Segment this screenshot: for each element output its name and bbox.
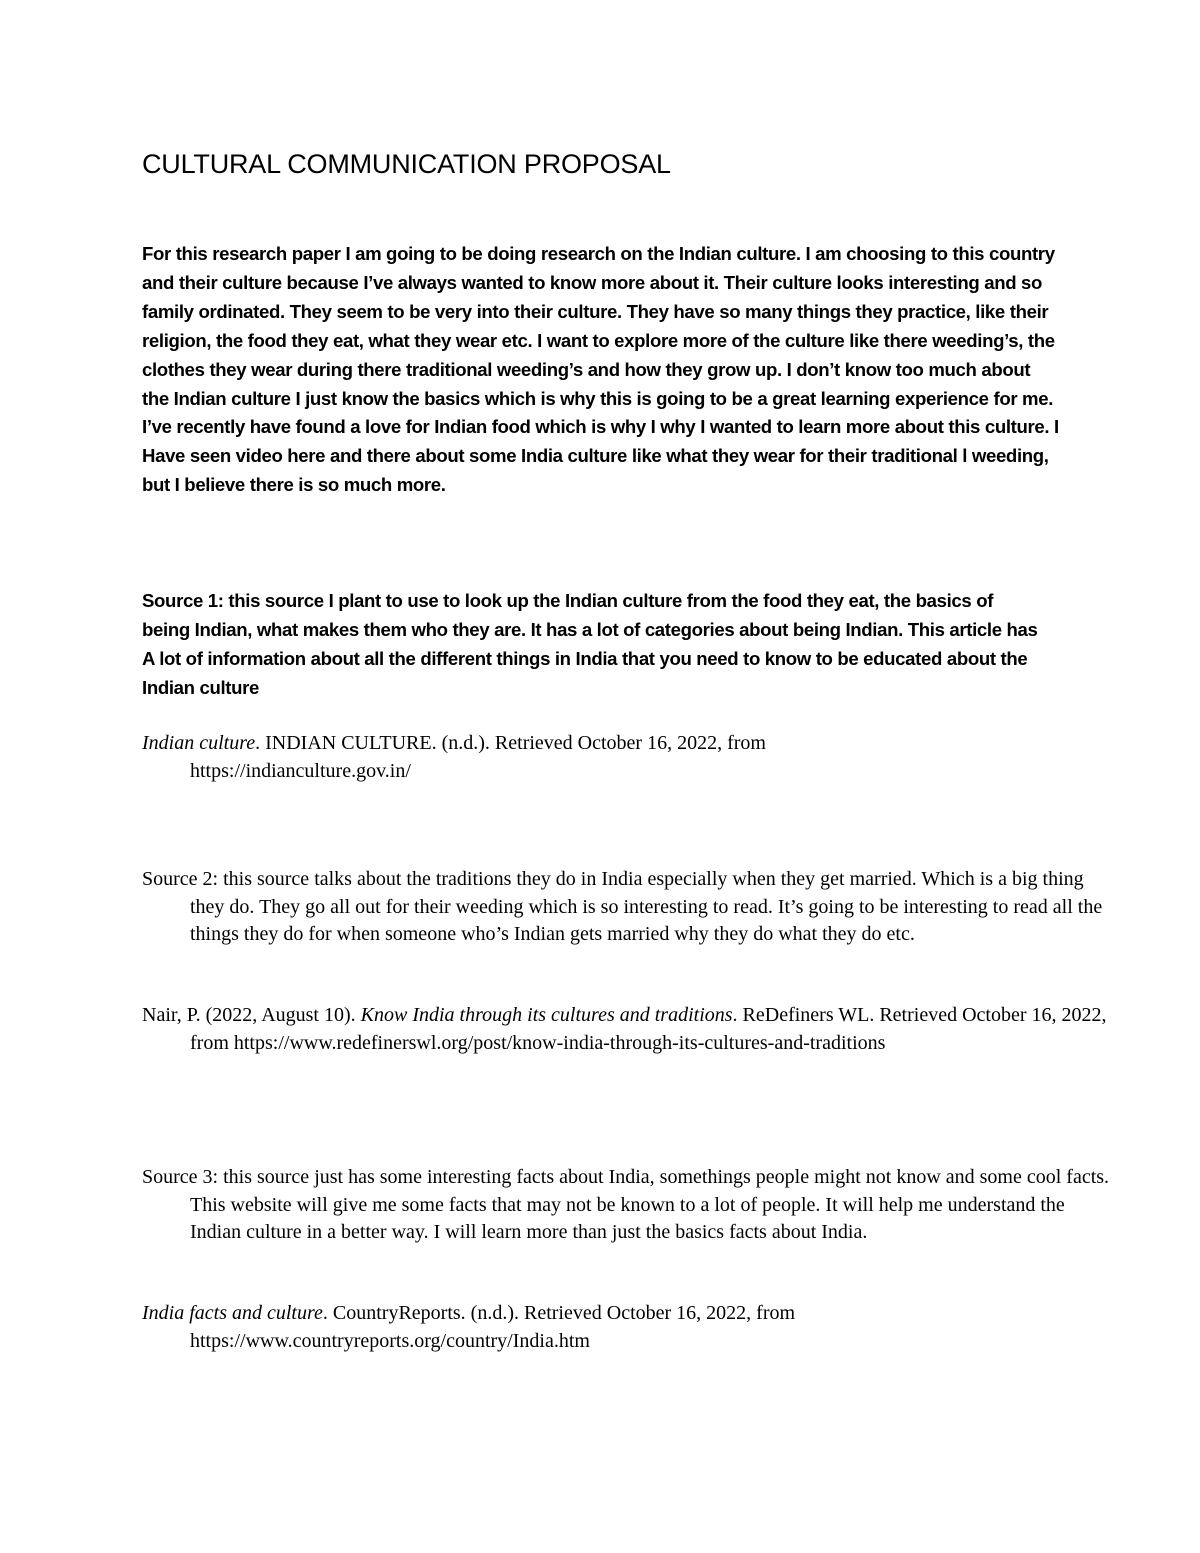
source2-citation-rest: . ReDefiners WL. Retrieved October 16, 2022, from https://www.redefinerswl.org/post/know-india-through-its-cultures-and-traditions — [190, 1004, 1107, 1054]
source1-citation-rest: . INDIAN CULTURE. (n.d.). Retrieved October 16, 2022, from https://indianculture.gov.in/ — [190, 732, 766, 782]
source1-description: Source 1: this source I plant to use to look up the Indian culture from the food they eat, the basics of being Indian, what makes them who they are. It has a lot of categories about being Indian. This article has A lot of information about all the different things in India that you need to know to be educated about the Indian culture — [142, 590, 1038, 698]
source3-citation-rest: . CountryReports. (n.d.). Retrieved October 16, 2022, from https://www.countryreports.org/country/India.htm — [190, 1302, 796, 1352]
source1-citation-title: Indian culture — [142, 732, 256, 754]
intro-paragraph: For this research paper I am going to be doing research on the Indian culture. I am choosing to this country and their culture because I’ve always wanted to know more about it. Their culture looks interesting and so family ordinated. They seem to be very into their culture. They have so many things they practice, like their religion, the food they eat, what they wear etc. I want to explore more of the culture like there weeding’s, the clothes they wear during there traditional weeding’s and how they grow up. I don’t know too much about the Indian culture I just know the basics which is why this is going to be a great learning experience for me. I’ve recently have found a love for Indian food which is why I why I wanted to learn more about this culture. I Have seen video here and there about some India culture like what they wear for their traditional l weeding, but I believe there is so much more. — [142, 243, 1059, 496]
source2-description: Source 2: this source talks about the traditions they do in India especially when they get married. Which is a big thing they do. They go all out for their weeding which is so interesting to read. It’s going to be interesting to read all the things they do for when someone who’s Indian gets married why they do what they do etc. — [142, 868, 1103, 945]
document-page — [142, 140, 1110, 1352]
source2-citation-title: Know India through its cultures and traditions — [360, 1004, 733, 1026]
source3-citation-title: India facts and culture — [142, 1302, 323, 1324]
source2-citation — [142, 1002, 1110, 1057]
source1-citation — [142, 730, 950, 785]
document-title: CULTURAL COMMUNICATION PROPOSAL — [142, 149, 671, 179]
source2-citation-prefix: Nair, P. (2022, August 10). — [142, 1004, 361, 1026]
source3-description: Source 3: this source just has some interesting facts about India, somethings people might not know and some cool facts. This website will give me some facts that may not be known to a lot of people. It will help me understand the Indian culture in a better way. I will learn more than just the basics facts about India. — [142, 1166, 1110, 1243]
source3-citation — [142, 1300, 980, 1355]
